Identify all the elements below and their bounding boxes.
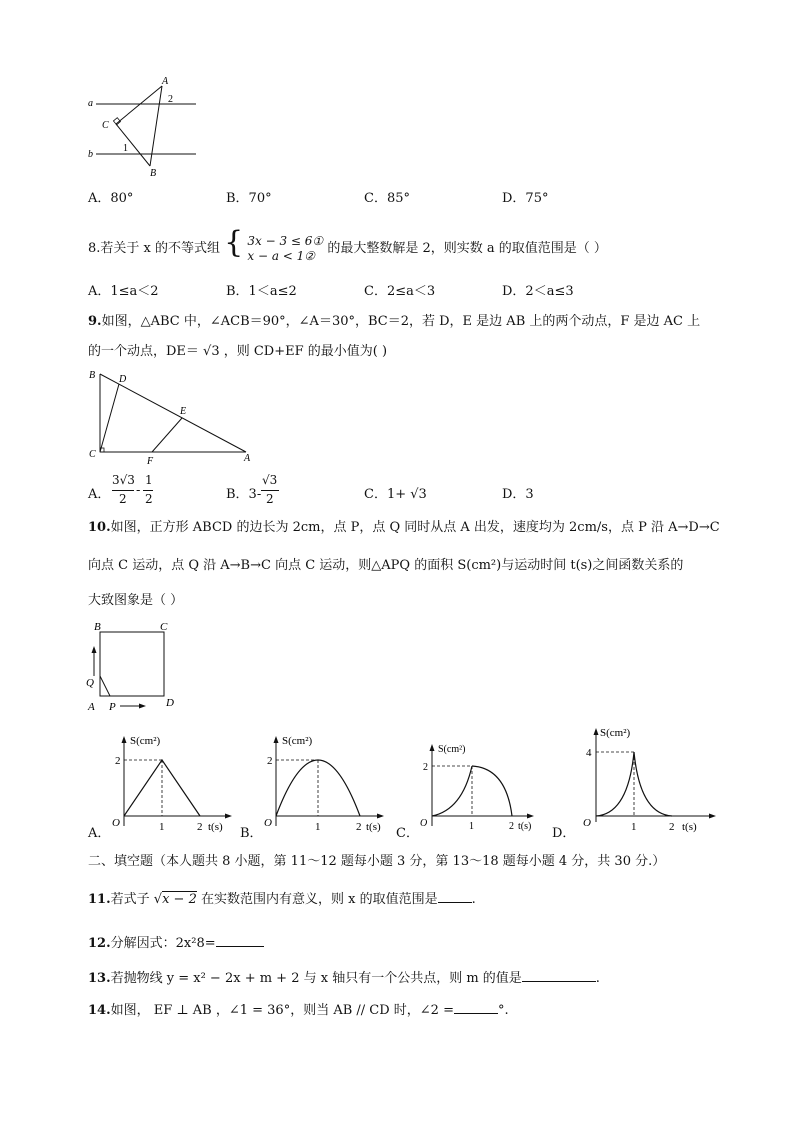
q13-answer-blank[interactable] xyxy=(522,967,596,982)
q10-label-C: C xyxy=(160,621,168,633)
q10-graphA-ylabel: S(cm²) xyxy=(130,735,161,747)
q10-label-P: P xyxy=(109,701,116,713)
q7-option-d: D．75° xyxy=(502,191,549,206)
q10-graphD-xlabel: t(s) xyxy=(682,821,697,833)
q10-graphB-xlabel: t(s) xyxy=(366,821,381,833)
section-2-heading: 二、填空题（本人题共 8 小题，第 11～12 题每小题 3 分，第 13～18 题每小题 4 分，共 30 分.） xyxy=(88,854,666,869)
q9-option-b xyxy=(226,473,316,509)
q10-number: 10. xyxy=(88,520,111,535)
q9-optA-bar1 xyxy=(112,490,134,491)
q9-text1: 如图，△ABC 中，∠ACB＝90°，∠A＝30°，BC＝2，若 D，E 是边 AB 上的两个动点，F 是边 AC 上 xyxy=(101,314,701,329)
q10-label-B: B xyxy=(94,621,101,633)
q7-label-1: 1 xyxy=(123,143,128,154)
q7-label-B: B xyxy=(150,168,157,179)
q11-radical xyxy=(154,890,197,910)
q10-graphD-x2: 2 xyxy=(669,821,675,833)
q7-option-a: A．80° xyxy=(88,191,134,206)
q11-pre: 若式子 xyxy=(110,892,150,907)
q10-graphC-ylabel: S(cm²) xyxy=(438,744,466,755)
q13 xyxy=(88,967,600,989)
q10-graph-option-a xyxy=(88,730,238,840)
q10-graphA-letter: A． xyxy=(88,826,111,841)
q9-number: 9. xyxy=(88,314,102,329)
q9-option-c: C．1+ √3 xyxy=(364,487,427,502)
q9-optA-den2: 2 xyxy=(145,492,153,506)
q10-graphD-ytick: 4 xyxy=(586,747,592,759)
q10-graphB-x1: 1 xyxy=(315,821,321,833)
q10-graphB-letter: B． xyxy=(240,826,263,841)
q9-optB-prefix: B．3- xyxy=(226,487,262,502)
q9-label-E: E xyxy=(180,406,187,417)
q8-ineq1: 3x − 3 ≤ 6① xyxy=(247,233,324,248)
q10-graphC-x1: 1 xyxy=(469,821,474,832)
q10-graphD-x1: 1 xyxy=(631,821,637,833)
q9-optA-prefix: A． xyxy=(88,487,111,502)
q14-text: 如图， EF ⊥ AB ，∠1 = 36°，则当 AB // CD 时，∠2 = xyxy=(110,1003,454,1018)
q9-optA-den1: 2 xyxy=(119,492,127,506)
q9-optA-num1: 3√3 xyxy=(112,473,135,487)
q8-stem xyxy=(88,225,607,264)
q9-label-A: A xyxy=(244,453,251,464)
q7-label-2: 2 xyxy=(168,94,173,105)
q10-graph-option-b xyxy=(240,730,390,840)
q10-graphD-letter: D． xyxy=(552,826,576,841)
q7-label-A: A xyxy=(162,76,169,87)
q9-optA-bar2 xyxy=(143,490,153,491)
q10-graphC-ytick: 2 xyxy=(423,762,428,773)
q8-suffix: 的最大整数解是 2，则实数 a 的取值范围是（ ） xyxy=(327,241,607,256)
q11-radicand: x − 2 xyxy=(162,892,197,907)
q10-graphC-xlabel: t(s) xyxy=(518,821,532,832)
sqrt-icon: √ xyxy=(153,892,163,907)
q9-optB-num: √3 xyxy=(262,473,278,487)
q13-number: 13. xyxy=(88,971,111,986)
q7-figure xyxy=(84,74,204,180)
q8-option-a: A．1≤a＜2 xyxy=(88,284,159,299)
q9-label-D: D xyxy=(119,374,127,385)
q8-option-c: C．2≤a＜3 xyxy=(364,284,436,299)
q7-option-c: C．85° xyxy=(364,191,410,206)
q10-graphA-xlabel: t(s) xyxy=(208,821,223,833)
q9-optA-num2: 1 xyxy=(145,473,153,487)
q8-system xyxy=(247,234,323,264)
q10-label-D: D xyxy=(166,697,174,709)
q7-label-b: b xyxy=(88,149,93,160)
q10-graphD-origin: O xyxy=(583,817,591,829)
q14-answer-blank[interactable] xyxy=(454,999,498,1014)
q10-graphC-svg xyxy=(418,730,548,840)
q10-graphC-letter: C． xyxy=(396,826,419,841)
q9-line1 xyxy=(88,312,700,332)
q10-line2: 向点 C 运动，点 Q 沿 A→B→C 向点 C 运动，则△APQ 的面积 S(cm²)与运动时间 t(s)之间函数关系的 xyxy=(88,558,684,573)
q11-end: . xyxy=(471,892,476,907)
q12 xyxy=(88,932,264,954)
q11 xyxy=(88,888,476,910)
q9-optA-sep: - xyxy=(136,483,141,498)
q10-graphB-ytick: 2 xyxy=(267,755,273,767)
q10-square-figure xyxy=(84,618,184,716)
q9-optB-bar xyxy=(261,490,279,491)
q9-label-C: C xyxy=(89,449,96,460)
q10-graphB-origin: O xyxy=(264,817,272,829)
q7-label-a: a xyxy=(88,98,93,109)
q10-graphB-x2: 2 xyxy=(356,821,362,833)
q10-graph-option-d xyxy=(552,722,722,840)
q11-answer-blank[interactable] xyxy=(438,888,472,903)
q7-label-C: C xyxy=(102,120,109,131)
q8-prefix: 8.若关于 x 的不等式组 xyxy=(88,241,220,256)
q8-brace: { xyxy=(224,225,244,260)
q8-ineq2: x − a < 1② xyxy=(247,248,316,263)
q9-line2: 的一个动点，DE＝ √3 ，则 CD+EF 的最小值为( ) xyxy=(88,344,388,359)
q12-answer-blank[interactable] xyxy=(216,932,264,947)
q10-label-Q: Q xyxy=(86,677,94,689)
q9-label-F: F xyxy=(147,456,154,466)
q10-graphD-ylabel: S(cm²) xyxy=(600,727,631,739)
q14 xyxy=(88,999,509,1021)
q13-end: . xyxy=(595,971,600,986)
q7-option-b: B．70° xyxy=(226,191,272,206)
q10-line1 xyxy=(88,518,720,538)
q9-optB-den: 2 xyxy=(266,492,274,506)
q8-option-b: B．1＜a≤2 xyxy=(226,284,297,299)
q9-label-B: B xyxy=(89,370,96,381)
q10-graphA-ytick: 2 xyxy=(115,755,121,767)
q11-post: 在实数范围内有意义，则 x 的取值范围是 xyxy=(200,892,438,907)
q10-graphB-ylabel: S(cm²) xyxy=(282,735,313,747)
q13-text: 若抛物线 y = x² − 2x + m + 2 与 x 轴只有一个公共点，则 m 的值是 xyxy=(110,971,522,986)
q9-option-d: D．3 xyxy=(502,487,534,502)
q9-figure xyxy=(86,366,256,466)
q10-graphC-origin: O xyxy=(420,818,428,829)
q12-text: 分解因式：2x²8= xyxy=(110,936,216,951)
q12-number: 12. xyxy=(88,936,111,951)
q10-text1: 如图，正方形 ABCD 的边长为 2cm，点 P，点 Q 同时从点 A 出发，速度均为 2cm/s，点 P 沿 A→D→C xyxy=(110,520,720,535)
q9-option-a xyxy=(88,473,178,509)
q10-graphA-svg xyxy=(110,730,240,840)
q10-graphC-x2: 2 xyxy=(509,821,514,832)
q10-label-A: A xyxy=(88,701,95,713)
q8-option-d: D．2＜a≤3 xyxy=(502,284,574,299)
q10-graph-option-c xyxy=(396,730,546,840)
q10-graphA-origin: O xyxy=(112,817,120,829)
q14-end: °. xyxy=(497,1003,509,1018)
q11-number: 11. xyxy=(88,892,111,907)
q10-graphB-svg xyxy=(262,730,392,840)
q10-graphA-x1: 1 xyxy=(159,821,165,833)
q10-line3: 大致图象是（ ） xyxy=(88,593,184,608)
q10-graphD-svg xyxy=(574,722,722,840)
q14-number: 14. xyxy=(88,1003,111,1018)
q10-graphA-x2: 2 xyxy=(197,821,203,833)
